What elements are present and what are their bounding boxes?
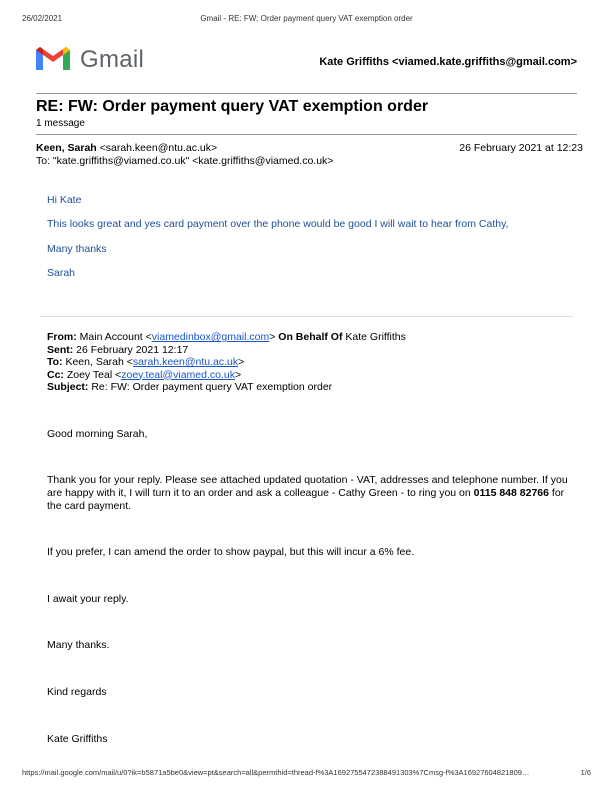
print-date: 26/02/2021 [22,14,63,23]
thread-subject: RE: FW: Order payment query VAT exemption order [36,98,429,115]
to-email-link[interactable]: sarah.keen@ntu.ac.uk [132,356,239,368]
quoted-cc: Cc: Zoey Teal <zoey.teal@viamed.co.uk> [47,368,242,381]
quoted-paragraph-3: I await your reply. [47,593,129,605]
sender-name: Keen, Sarah [36,142,97,154]
gmail-wordmark: Gmail [80,46,145,73]
footer-url: https://mail.google.com/mail/u/0?ik=b5871a5be0&view=pt&search=all&permthid=thread-f%3A1692755472388491303%7Cmsg-f%3A16927604821809… [22,768,530,777]
reply-signature: Sarah [47,267,76,279]
quoted-to: To: Keen, Sarah <sarah.keen@ntu.ac.uk> [47,356,245,368]
quoted-paragraph-2: If you prefer, I can amend the order to show paypal, but this will incur a 6% fee. [47,546,415,558]
message-to: To: "kate.griffiths@viamed.co.uk" <kate.griffiths@viamed.co.uk> [36,155,334,167]
page-number: 1/6 [580,768,591,777]
subject-divider [36,134,577,135]
quote-divider [40,316,573,317]
account-email: Kate Griffiths <viamed.kate.griffiths@gmail.com> [319,56,577,68]
quoted-sent: Sent: 26 February 2021 12:17 [47,343,189,356]
quoted-greeting: Good morning Sarah, [47,428,148,440]
reply-line: This looks great and yes card payment over the phone would be good I will wait to hear from Cathy, [47,218,509,230]
message-from [36,142,217,154]
message-count: 1 message [36,118,85,129]
message-date: 26 February 2021 at 12:23 [459,142,583,154]
sender-email: <sarah.keen@ntu.ac.uk> [96,142,218,154]
quoted-from: From: Main Account <viamedinbox@gmail.com> On Behalf Of Kate Griffiths [47,331,406,343]
cc-email-link[interactable]: zoey.teal@viamed.co.uk [121,368,236,381]
quoted-paragraph-1: Thank you for your reply. Please see attached updated quotation - VAT, addresses and telephone number. If you are happy with it, I will turn it to an order and ask a colleague - Cathy Green - to ring you on 0115 848 82766 for the card payment. [47,474,568,512]
quoted-headers [47,331,406,394]
header-divider [36,93,577,94]
from-email-link[interactable]: viamedinbox@gmail.com [151,331,270,343]
quoted-signature: Kate Griffiths [47,733,108,745]
quoted-thanks: Many thanks. [47,639,110,651]
phone-number: 0115 848 82766 [473,487,549,499]
quoted-subject: Subject: Re: FW: Order payment query VAT exemption order [47,381,333,393]
reply-thanks: Many thanks [47,243,107,255]
reply-greeting: Hi Kate [47,194,82,206]
quoted-regards: Kind regards [47,686,107,698]
gmail-logo-icon [36,46,70,72]
print-title: Gmail - RE: FW: Order payment query VAT exemption order [200,14,413,23]
